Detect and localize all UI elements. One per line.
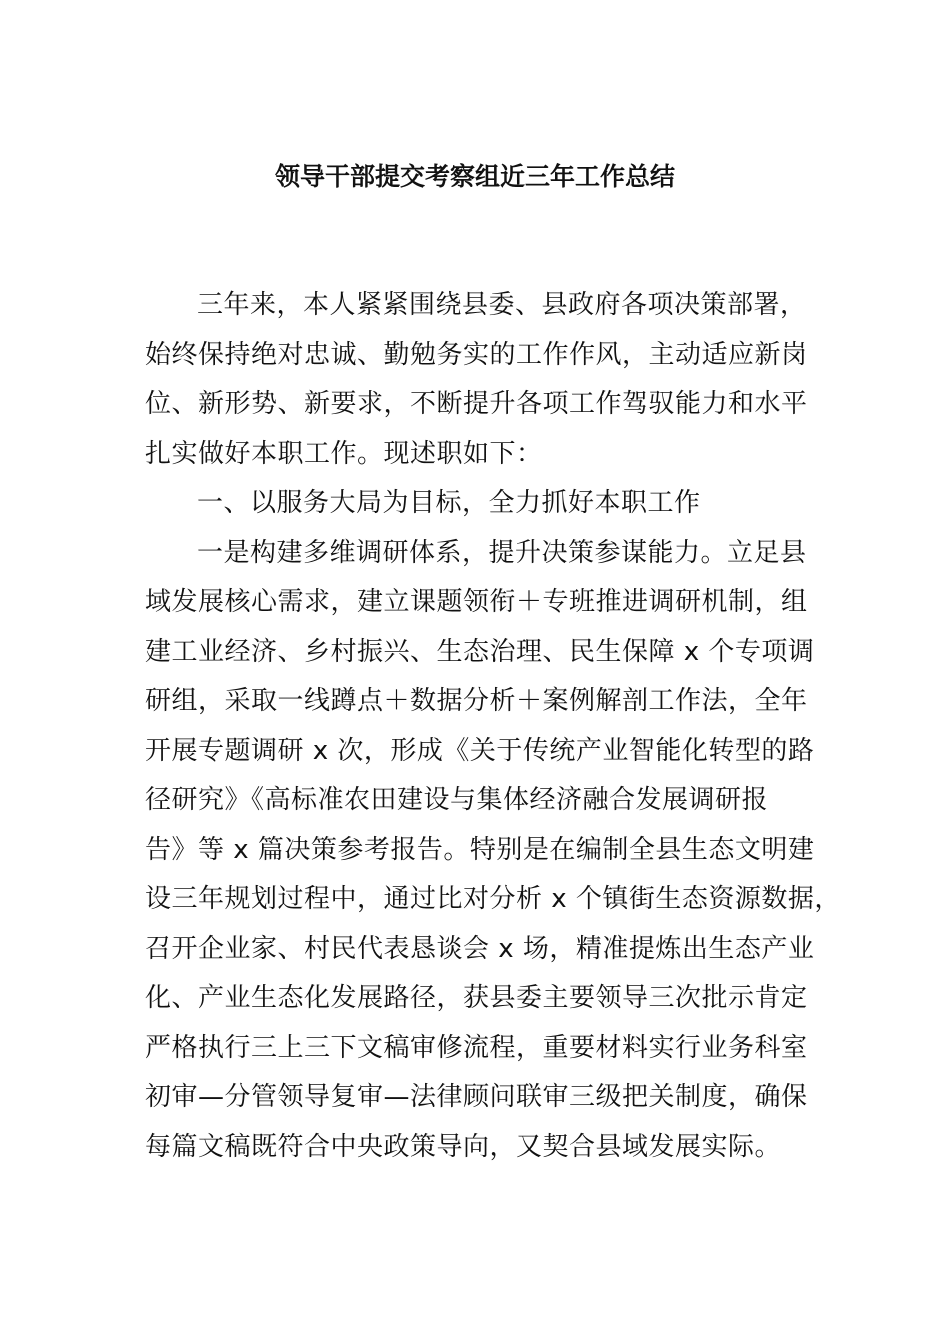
paragraph-line: 径研究》《高标准农田建设与集体经济融合发展调研报 xyxy=(145,785,769,815)
paragraph-line: 召开企业家、村民代表恳谈会 x 场，精准提炼出生态产业 xyxy=(145,933,815,964)
paragraph-line: 扎实做好本职工作。现述职如下： xyxy=(145,438,543,469)
section-heading: 一、以服务大局为目标，全力抓好本职工作 xyxy=(197,488,701,518)
paragraph-line: 设三年规划过程中，通过比对分析 x 个镇街生态资源数据， xyxy=(145,884,841,914)
paragraph-line: 始终保持绝对忠诚、勤勉务实的工作作风，主动适应新岗 xyxy=(145,339,808,370)
paragraph-line: 一是构建多维调研体系，提升决策参谋能力。立足县 xyxy=(197,537,807,568)
paragraph-line: 告》等 x 篇决策参考报告。特别是在编制全县生态文明建 xyxy=(145,834,815,865)
paragraph-line: 化、产业生态化发展路径，获县委主要领导三次批示肯定 xyxy=(145,983,808,1013)
paragraph-line: 初审—分管领导复审—法律顾问联审三级把关制度，确保 xyxy=(145,1082,808,1112)
paragraph-line: 开展专题调研 x 次，形成《关于传统产业智能化转型的路 xyxy=(145,735,815,766)
paragraph-line: 建工业经济、乡村振兴、生态治理、民生保障 x 个专项调 xyxy=(145,636,815,667)
paragraph-line: 研组，采取一线蹲点＋数据分析＋案例解剖工作法，全年 xyxy=(145,686,808,716)
paragraph-line: 位、新形势、新要求，不断提升各项工作驾驭能力和水平 xyxy=(145,389,808,419)
paragraph-line: 域发展核心需求，建立课题领衔＋专班推进调研机制，组 xyxy=(145,587,808,617)
paragraph-line: 严格执行三上三下文稿审修流程，重要材料实行业务科室 xyxy=(145,1032,808,1063)
document-body xyxy=(145,281,841,1172)
paragraph-line: 每篇文稿既符合中央政策导向，又契合县域发展实际。 xyxy=(145,1131,782,1162)
document-title: 领导干部提交考察组近三年工作总结 xyxy=(274,162,675,191)
paragraph-line: 三年来，本人紧紧围绕县委、县政府各项决策部署， xyxy=(197,290,807,320)
